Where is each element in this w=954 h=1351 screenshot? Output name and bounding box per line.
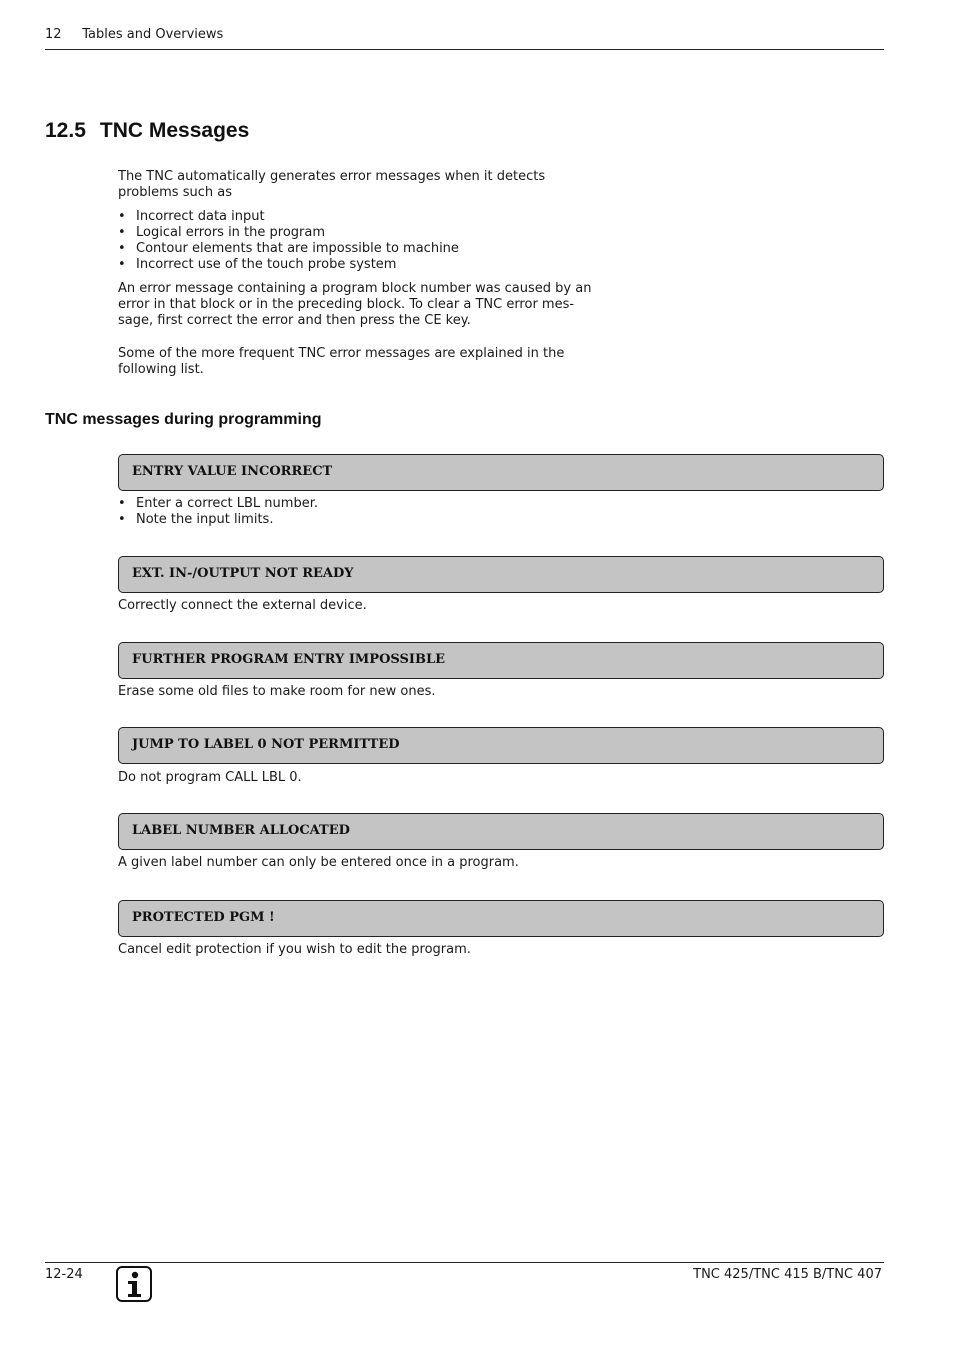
- message-box: [118, 900, 884, 937]
- intro-line: problems such as: [118, 185, 232, 200]
- list-item: • Logical errors in the program: [118, 225, 459, 241]
- paragraph-line: Some of the more frequent TNC error messages are explained in the: [118, 346, 565, 361]
- page-number: 12-24: [45, 1267, 83, 1282]
- chapter-number: 12: [45, 27, 62, 42]
- intro-line: The TNC automatically generates error messages when it detects: [118, 169, 546, 184]
- paragraph-line: sage, first correct the error and then press the CE key.: [118, 313, 471, 328]
- message-label: FURTHER PROGRAM ENTRY IMPOSSIBLE: [132, 652, 446, 667]
- product-model: TNC 425/TNC 415 B/TNC 407: [693, 1267, 882, 1282]
- message-box: [118, 454, 884, 491]
- problem-list: [118, 209, 459, 273]
- list-item: • Incorrect use of the touch probe system: [118, 257, 459, 273]
- list-item: • Note the input limits.: [118, 512, 318, 528]
- message-label: EXT. IN-/OUTPUT NOT READY: [132, 566, 354, 581]
- list-intro-paragraph: [118, 346, 598, 378]
- message-description: A given label number can only be entered once in a program.: [118, 855, 519, 870]
- message-label: JUMP TO LABEL 0 NOT PERMITTED: [132, 737, 400, 752]
- subsection-heading: TNC messages during programming: [45, 411, 322, 428]
- message-description: Cancel edit protection if you wish to edit the program.: [118, 942, 471, 957]
- message-box: [118, 556, 884, 593]
- message-label: LABEL NUMBER ALLOCATED: [132, 823, 350, 838]
- section-title: [45, 119, 249, 143]
- section-title-text: TNC Messages: [99, 119, 250, 142]
- message-label: ENTRY VALUE INCORRECT: [132, 464, 333, 479]
- intro-paragraph: [118, 169, 598, 201]
- error-explanation-paragraph: [118, 281, 598, 329]
- message-label: PROTECTED PGM !: [132, 910, 275, 925]
- list-item: • Enter a correct LBL number.: [118, 496, 318, 512]
- footer-divider: [45, 1262, 884, 1263]
- message-description: Erase some old files to make room for new ones.: [118, 684, 436, 699]
- info-icon: [116, 1266, 152, 1302]
- paragraph-line: error in that block or in the preceding block. To clear a TNC error mes-: [118, 297, 575, 312]
- running-header: [45, 27, 223, 42]
- list-item: • Incorrect data input: [118, 209, 459, 225]
- message-box: [118, 642, 884, 679]
- list-item: • Contour elements that are impossible to machine: [118, 241, 459, 257]
- paragraph-line: following list.: [118, 362, 204, 377]
- message-box: [118, 813, 884, 850]
- message-description: Do not program CALL LBL 0.: [118, 770, 302, 785]
- message-description: Correctly connect the external device.: [118, 598, 367, 613]
- paragraph-line: An error message containing a program block number was caused by an: [118, 281, 592, 296]
- message-box: [118, 727, 884, 764]
- header-divider: [45, 49, 884, 50]
- message-notes: [118, 496, 318, 528]
- chapter-title: Tables and Overviews: [82, 27, 224, 42]
- section-number: 12.5: [45, 119, 86, 142]
